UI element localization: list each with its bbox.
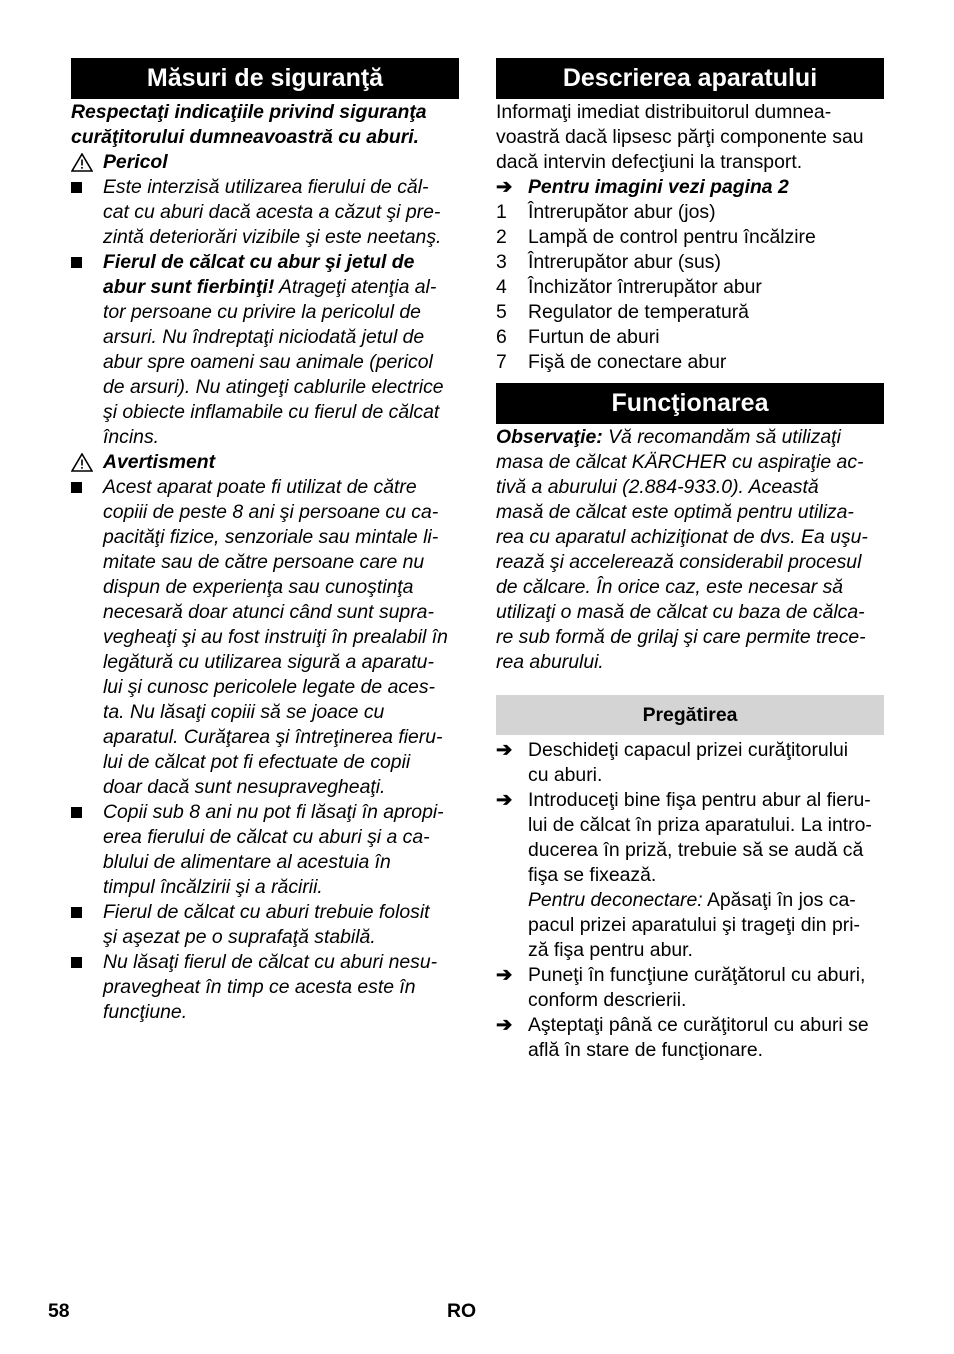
danger-heading: Pericol bbox=[71, 150, 459, 175]
subheading-preparation: Pregătirea bbox=[496, 695, 884, 735]
list-item: 2 Lampă de control pentru încălzire bbox=[496, 226, 816, 248]
list-item: ➔ Introduceţi bine fişa pentru abur al fieru- lui de călcat în priza aparatului. La intro- ducerea în priză, trebuie să se audă că fişa se fixează. Pentru deconectare: Apăsaţi în jos ca- pacul prizei aparatului şi trageţi din pri- ză fişa pentru abur. bbox=[496, 789, 872, 961]
section-heading-description: Descrierea aparatului bbox=[496, 58, 884, 99]
list-item: 7 Fişă de conectare abur bbox=[496, 351, 727, 373]
bullet-square-icon bbox=[71, 482, 82, 493]
list-item: ➔ Deschideţi capacul prizei curăţitorului cu aburi. bbox=[496, 739, 849, 786]
list-item: Copii sub 8 ani nu pot fi lăsaţi în apropi- erea fierului de călcat cu aburi şi a ca- blului de alimentare al acestuia în timpul încălzirii şi a răcirii. bbox=[71, 800, 459, 900]
list-item: Acest aparat poate fi utilizat de către copiii de peste 8 ani şi persoane cu ca- pacităţi fizice, senzoriale sau mintale li- mitate sau de către persoane care nu dispun de experienţa sau cunoştinţa necesară doar atunci când sunt supra- vegheaţi şi au fost instruiţi în prealabil în legătură cu utilizarea sigură a aparatu- lui şi cunosc pericolele legate de aces- ta. Nu lăsaţi copiii să se joace cu aparatul. Curăţarea şi întreţinerea fieru- lui de călcat pot fi efectuate de copii doar dacă sunt nesupravegheaţi. bbox=[71, 475, 459, 800]
list-item: Fierul de călcat cu aburi trebuie folosit şi aşezat pe o suprafaţă stabilă. bbox=[71, 900, 459, 950]
right-column bbox=[496, 58, 884, 1063]
list-item: 3 Întrerupător abur (sus) bbox=[496, 251, 721, 273]
section-heading-operation: Funcţionarea bbox=[496, 383, 884, 424]
section-heading-safety: Măsuri de siguranţă bbox=[71, 58, 459, 99]
list-item: 4 Închizător întrerupător abur bbox=[496, 276, 762, 298]
bullet-square-icon bbox=[71, 907, 82, 918]
description-intro: Informaţi imediat distribuitorul dumnea- voastră dacă lipsesc părţi componente sau dacă intervin defecţiuni la transport. bbox=[496, 101, 864, 173]
list-item: 1 Întrerupător abur (jos) bbox=[496, 201, 716, 223]
list-item: 6 Furtun de aburi bbox=[496, 326, 660, 348]
arrow-right-icon: ➔ bbox=[496, 789, 513, 811]
operation-note: Observaţie: Vă recomandăm să utilizaţi masa de călcat KÄRCHER cu aspiraţie ac- tivă a aburului (2.884-933.0). Această masă de călcat este optimă pentru utiliza- rea cu aparatul achiziţionat de dvs. Ea uşu- rează şi accelerează considerabil procesul de călcare. În orice caz, este necesar să utilizaţi o masă de călcat cu baza de călca- re sub formă de grilaj şi care permite trece- rea aburului. bbox=[496, 426, 868, 673]
warning-triangle-icon bbox=[71, 450, 103, 475]
list-item: 5 Regulator de temperatură bbox=[496, 301, 749, 323]
warning-triangle-icon bbox=[71, 150, 103, 175]
list-item: Este interzisă utilizarea fierului de căl- cat cu aburi dacă acesta a căzut şi pre- zintă deteriorări vizibile şi este neetanş. bbox=[71, 175, 459, 250]
list-item: ➔ Aşteptaţi până ce curăţitorul cu aburi se află în stare de funcţionare. bbox=[496, 1014, 869, 1061]
parts-list bbox=[496, 200, 884, 375]
arrow-right-icon: ➔ bbox=[496, 964, 513, 986]
arrow-right-icon: ➔ bbox=[496, 1014, 513, 1036]
bullet-square-icon bbox=[71, 957, 82, 968]
list-item: Nu lăsaţi fierul de călcat cu aburi nesu- pravegheat în timp ce acesta este în funcţiune. bbox=[71, 950, 459, 1025]
warning-heading: Avertisment bbox=[71, 450, 459, 475]
bullet-square-icon bbox=[71, 182, 82, 193]
safety-intro: Respectaţi indicaţiile privind siguranţa curăţitorului dumneavoastră cu aburi. bbox=[71, 101, 427, 148]
list-item: Fierul de călcat cu abur şi jetul de abur sunt fierbinţi! Atrageţi atenţia al- tor persoane cu privire la pericolul de arsuri. Nu îndreptaţi niciodată jetul de abur spre oameni sau animale (pericol de arsuri). Nu atingeţi cablurile electrice şi obiecte inflamabile cu fierul de călcat încins. bbox=[71, 250, 459, 450]
language-code: RO bbox=[447, 1300, 477, 1322]
arrow-right-icon: ➔ bbox=[496, 739, 513, 761]
left-column bbox=[71, 58, 459, 1025]
page-number: 58 bbox=[48, 1300, 70, 1322]
bullet-square-icon bbox=[71, 807, 82, 818]
images-reference: ➔ Pentru imagini vezi pagina 2 bbox=[496, 176, 789, 198]
list-item: ➔ Puneţi în funcţiune curăţătorul cu aburi, conform descrierii. bbox=[496, 964, 866, 1011]
bullet-square-icon bbox=[71, 257, 82, 268]
arrow-right-icon: ➔ bbox=[496, 176, 513, 198]
